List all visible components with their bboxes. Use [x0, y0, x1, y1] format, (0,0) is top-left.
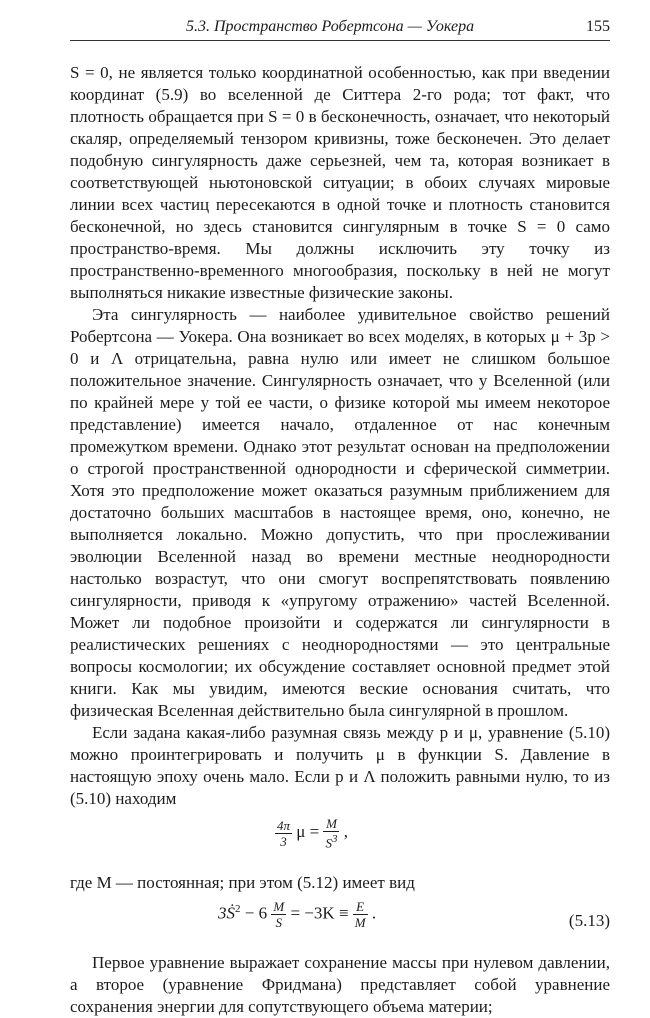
paragraph-between: где M — постоянная; при этом (5.12) имеет вид [70, 873, 415, 892]
equation-mass [70, 810, 610, 872]
page-header [70, 14, 610, 41]
term-minus-6: − 6 [244, 903, 268, 923]
frac-denominator [323, 831, 339, 850]
frac-numerator: 4π [277, 817, 291, 833]
equation-friedmann [70, 894, 610, 952]
paragraph-3: Если задана какая-либо разумная связь между p и μ, уравнение (5.10) можно проинтегрировать и получить μ в функции S. Давление в настоящую эпоху очень мало. Если p и Λ положить равными нулю, то из (5.10) находим [70, 723, 610, 808]
paragraph-last: Первое уравнение выражает сохранение массы при нулевом давлении, а второе (уравнение Фридмана) представляет собой уравнение сохранения энергии для сопутствующего объема материи; [70, 953, 610, 1016]
fraction-e-m [353, 899, 368, 930]
frac-denominator: S [271, 914, 286, 930]
term-3sdot: 3Ṡ [218, 903, 235, 923]
paragraph-2: Эта сингулярность — наиболее удивительное свойство решений Робертсона — Уокера. Она возникает во всех моделях, в которых μ + 3p > 0 и Λ отрицательна, равна нулю или имеет не слишком большое положительное значение. Сингулярность означает, что у Вселенной (или по крайней мере у той ее части, о физике которой мы имеем некоторое представление) имеется начало, отдаленное от нас конечным промежутком времени. Однако этот результат основан на предположении о строгой пространственной однородности и сферической симметрии. Хотя это предположение может оказаться разумным приближением для достаточно больших масштабов в настоящее время, оно, конечно, не выполняется локально. Можно допустить, что при прослеживании эволюции Вселенной назад во времени местные неоднородности настолько возрастут, что они смогут воспрепятствовать появлению сингулярности, приводя к «упругому отражению» частей Вселенной. Может ли подобное произойти и содержатся ли сингулярности в реалистических решениях с неоднородностями — это центральные вопросы космологии; их обсуждение составляет основной предмет этой книги. Как мы увидим, имеются веские основания считать, что физическая Вселенная действительно была сингулярной в прошлом. [70, 305, 610, 720]
symbol-mu: μ [296, 822, 306, 842]
running-title: 5.3. Пространство Робертсона — Уокера [186, 18, 475, 35]
equation-period: . [371, 903, 377, 923]
frac-denominator: M [354, 915, 366, 931]
fraction-m-s [271, 899, 286, 930]
equals-sign: = [309, 822, 320, 842]
term-minus-3k: = −3K ≡ [290, 903, 349, 923]
frac-den-exponent: 3 [331, 833, 338, 845]
fraction-4pi-3 [275, 818, 292, 849]
frac-numerator: M [273, 899, 285, 915]
page-body [70, 62, 610, 1018]
equation-number: (5.13) [568, 911, 610, 930]
frac-den-base: S [325, 835, 332, 851]
page-number: 155 [586, 18, 610, 35]
fraction-m-s3 [323, 816, 339, 850]
frac-denominator: 3 [275, 833, 292, 849]
paragraph-1: S = 0, не является только координатной особенностью, как при введении координат (5.9) во вселенной де Ситтера 2-го рода; тот факт, что плотность обращается при S = 0 в бесконечность, означает, что некоторый скаляр, определяемый тензором кривизны, тоже бесконечен. Это делает подобную сингулярность даже серьезней, чем та, которая возникает в соответствующей ньютоновской ситуации; в обоих случаях мировые линии всех частиц пересекаются в одной точке и плотность становится бесконечной, но здесь становится сингулярным в точке S = 0 само пространство-время. Мы должны исключить эту точку из пространственно-временного многообразия, поскольку в ней не могут выполняться никакие известные физические законы. [70, 63, 610, 302]
frac-numerator: M [326, 816, 337, 831]
equation-comma: , [343, 822, 348, 842]
frac-numerator: E [356, 899, 365, 915]
term-3sdot-exponent: 2 [235, 903, 241, 915]
